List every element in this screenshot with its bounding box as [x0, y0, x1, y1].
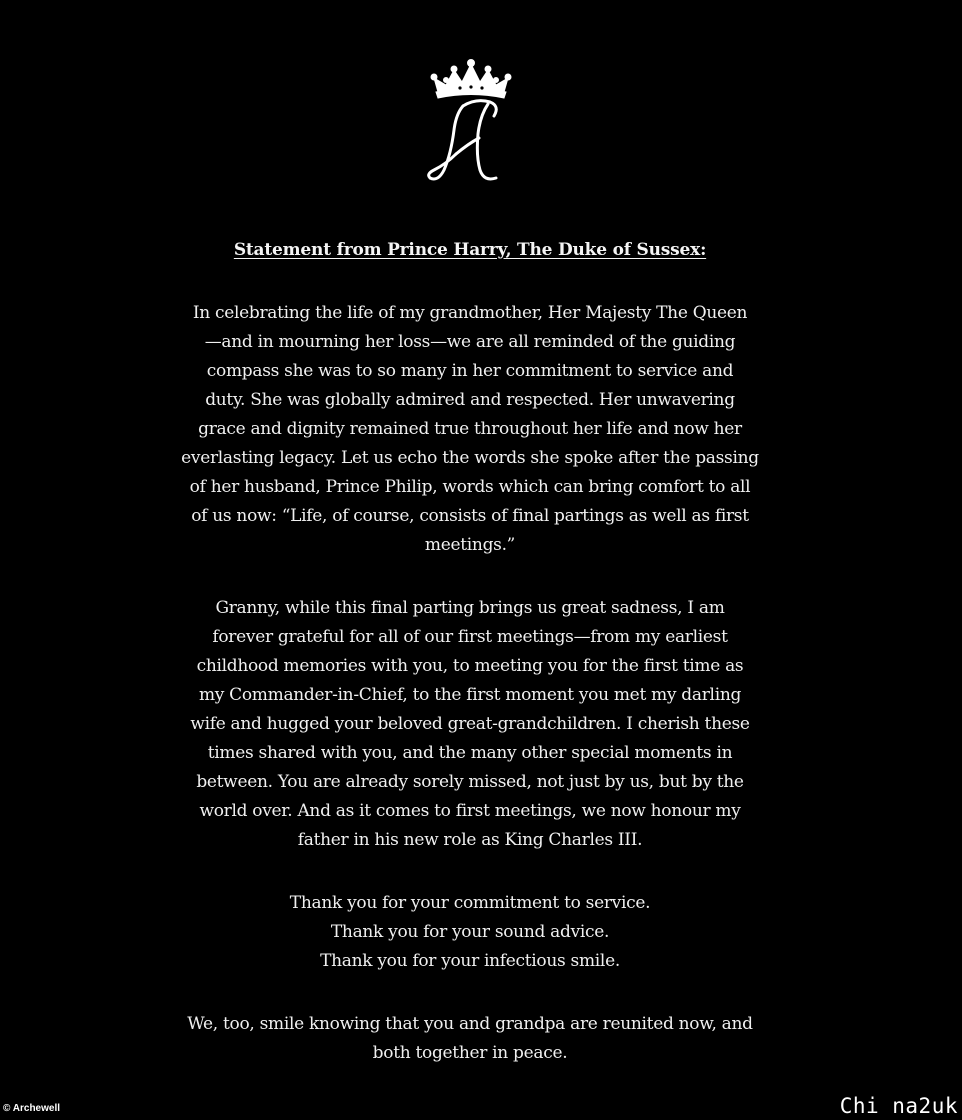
paragraph-line: father in his new role as King Charles III. [297, 830, 643, 850]
paragraph-line: In celebrating the life of my grandmother, Her Majesty The Queen [192, 303, 748, 323]
watermark: Chi na2uk [839, 1094, 958, 1118]
paragraph-line: grace and dignity remained true throughout her life and now her [198, 419, 742, 439]
paragraph-line: childhood memories with you, to meeting you for the first time as [196, 656, 744, 676]
paragraph-line: of us now: “Life, of course, consists of final partings as well as first [191, 506, 749, 526]
paragraph-line: duty. She was globally admired and respected. Her unwavering [205, 390, 735, 410]
paragraph-line: Thank you for your commitment to service. [289, 893, 651, 913]
paragraph-line: meetings.” [424, 535, 516, 555]
paragraph-line: both together in peace. [372, 1043, 568, 1063]
image-credit: © Archewell [3, 1103, 61, 1114]
paragraph-closing [110, 1010, 830, 1068]
paragraph-line: world over. And as it comes to first meetings, we now honour my [199, 801, 741, 821]
paragraph-line: Thank you for your sound advice. [330, 922, 610, 942]
paragraph-line: between. You are already sorely missed, not just by us, but by the [196, 772, 744, 792]
paragraph-tribute [110, 299, 830, 560]
statement-title: Statement from Prince Harry, The Duke of Sussex: [233, 240, 707, 260]
paragraph-granny [110, 594, 830, 855]
paragraph-line: everlasting legacy. Let us echo the words she spoke after the passing [181, 448, 759, 468]
paragraph-line: of her husband, Prince Philip, words which can bring comfort to all [189, 477, 751, 497]
paragraph-line: times shared with you, and the many other special moments in [207, 743, 733, 763]
paragraph-line: Thank you for your infectious smile. [320, 951, 620, 971]
paragraph-thank-you [110, 889, 830, 976]
paragraph-line: We, too, smile knowing that you and grandpa are reunited now, and [187, 1014, 753, 1034]
paragraph-line: Granny, while this final parting brings us great sadness, I am [215, 598, 725, 618]
paragraph-line: forever grateful for all of our first meetings—from my earliest [212, 627, 728, 647]
paragraph-line: compass she was to so many in her commitment to service and [206, 361, 734, 381]
paragraph-line: —and in mourning her loss—we are all reminded of the guiding [204, 332, 736, 352]
paragraph-line: my Commander-in-Chief, to the first moment you met my darling [198, 685, 742, 705]
paragraph-line: wife and hugged your beloved great-grandchildren. I cherish these [190, 714, 750, 734]
crowned-h-monogram-icon [416, 58, 526, 188]
